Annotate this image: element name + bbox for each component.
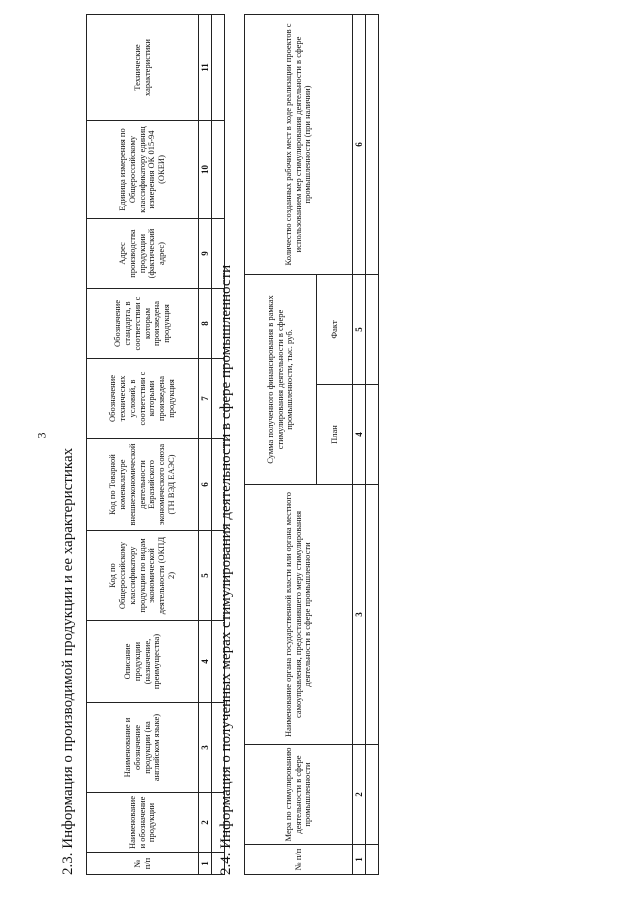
column-number-row bbox=[199, 15, 212, 875]
header-cell: Адрес производства продукции (фактический адрес) bbox=[87, 219, 199, 289]
column-number: 1 bbox=[353, 845, 366, 875]
measures-table bbox=[244, 14, 379, 875]
header-cell: Сумма полученного финансирования в рамках стимулирования деятельности в сфере промышленности, тыс. руб. bbox=[245, 275, 317, 485]
empty-cell bbox=[366, 485, 379, 745]
column-number: 4 bbox=[353, 385, 366, 485]
column-number: 5 bbox=[353, 275, 366, 385]
products-table bbox=[86, 14, 225, 875]
header-cell-plan: План bbox=[317, 385, 353, 485]
header-cell: Наименование и обозначение продукции bbox=[87, 793, 199, 853]
header-cell: Количество созданных рабочих мест в ходе реализации проектов с использованием мер стимулирования деятельности в сфере промышленности (при наличии) bbox=[245, 15, 353, 275]
column-number: 8 bbox=[199, 289, 212, 359]
header-cell: Мера по стимулированию деятельности в сфере промышленности bbox=[245, 745, 353, 845]
header-row bbox=[87, 15, 199, 875]
empty-cell bbox=[212, 121, 225, 219]
empty-cell bbox=[366, 275, 379, 385]
column-number: 9 bbox=[199, 219, 212, 289]
empty-cell bbox=[212, 15, 225, 121]
column-number: 5 bbox=[199, 531, 212, 621]
section-title-measures: 2.4. Информация о полученных мерах стимулирования деятельности в сфере промышленности bbox=[218, 264, 234, 875]
empty-cell bbox=[366, 745, 379, 845]
header-cell: Единица измерения по Общероссийскому классификатору единиц измерения ОК 015-94 (ОКЕИ) bbox=[87, 121, 199, 219]
empty-data-row bbox=[366, 15, 379, 875]
header-cell: Технические характеристики bbox=[87, 15, 199, 121]
section-title-products: 2.3. Информация о производимой продукции и ее характеристиках bbox=[60, 447, 76, 875]
column-number: 7 bbox=[199, 359, 212, 439]
column-number: 2 bbox=[353, 745, 366, 845]
column-number: 4 bbox=[199, 621, 212, 703]
column-number: 6 bbox=[199, 439, 212, 531]
header-cell: Обозначение стандарта, в соответствии с которым произведена продукция bbox=[87, 289, 199, 359]
column-number-row bbox=[353, 15, 366, 875]
header-cell: № п/п bbox=[245, 845, 353, 875]
column-number: 3 bbox=[199, 703, 212, 793]
column-number: 2 bbox=[199, 793, 212, 853]
column-number: 1 bbox=[199, 853, 212, 875]
header-cell: Наименование и обозначение продукции (на английском языке) bbox=[87, 703, 199, 793]
header-cell: Код по Общероссийскому классификатору продукции по видам экономической деятельности (ОКПД 2) bbox=[87, 531, 199, 621]
header-cell: Описание продукции (назначение, преимущества) bbox=[87, 621, 199, 703]
header-row bbox=[245, 15, 317, 875]
empty-cell bbox=[366, 845, 379, 875]
column-number: 6 bbox=[353, 15, 366, 275]
header-cell: Наименование органа государственной власти или органа местного самоуправления, предоставившего меру стимулирования деятельности в сфере промышленности bbox=[245, 485, 353, 745]
header-cell: Код по Товарной номенклатуре внешнеэкономической деятельности Евразийского экономического союза (ТН ВЭД ЕАЭС) bbox=[87, 439, 199, 531]
column-number: 3 bbox=[353, 485, 366, 745]
header-cell-fact: Факт bbox=[317, 275, 353, 385]
empty-cell bbox=[366, 385, 379, 485]
header-cell: № п/п bbox=[87, 853, 199, 875]
header-cell: Обозначение технических условий, в соответствии с которыми произведена продукция bbox=[87, 359, 199, 439]
empty-cell bbox=[366, 15, 379, 275]
page-number: 3 bbox=[34, 432, 49, 439]
column-number: 10 bbox=[199, 121, 212, 219]
column-number: 11 bbox=[199, 15, 212, 121]
